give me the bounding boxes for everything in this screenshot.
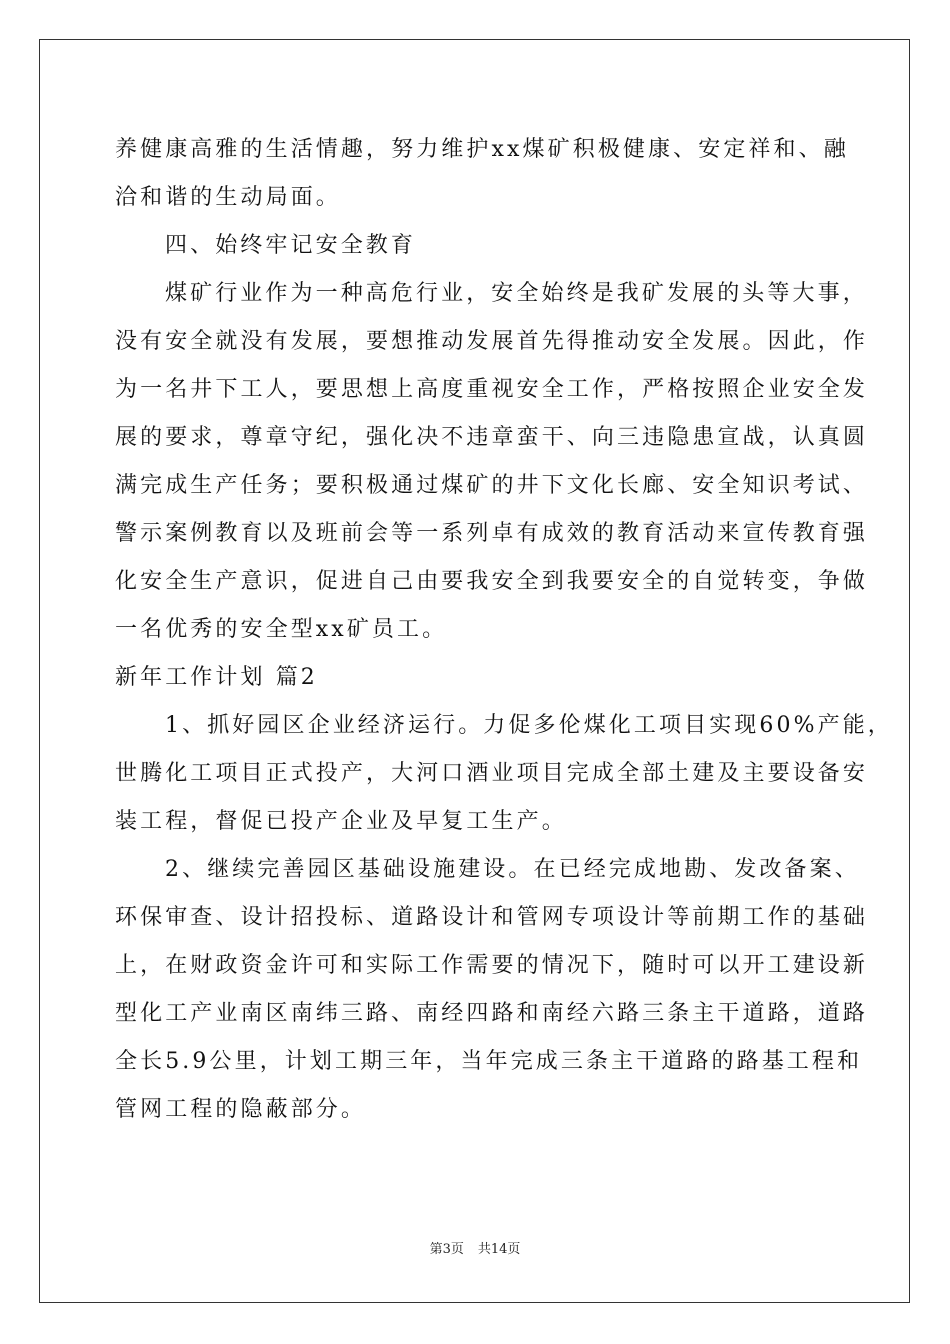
text-line: 全长5.9公里，计划工期三年，当年完成三条主干道路的路基工程和 — [115, 1049, 863, 1074]
page-footer — [0, 1238, 950, 1257]
text-line: 1、抓好园区企业经济运行。力促多伦煤化工项目实现60%产能， — [165, 713, 893, 738]
text-line: 装工程，督促已投产企业及早复工生产。 — [115, 809, 567, 834]
text-line: 化安全生产意识，促进自己由要我安全到我要安全的自觉转变，争做 — [115, 569, 869, 594]
page-number: 第3页 — [429, 1242, 464, 1257]
article-title: 新年工作计划 篇2 — [115, 665, 318, 690]
text-line: 满完成生产任务；要积极通过煤矿的井下文化长廊、安全知识考试、 — [115, 473, 869, 498]
text-line: 2、继续完善园区基础设施建设。在已经完成地勘、发改备案、 — [165, 857, 860, 882]
text-line: 煤矿行业作为一种高危行业，安全始终是我矿发展的头等大事， — [165, 281, 868, 306]
text-line: 没有安全就没有发展，要想推动发展首先得推动安全发展。因此，作 — [115, 329, 869, 354]
text-line: 警示案例教育以及班前会等一系列卓有成效的教育活动来宣传教育强 — [115, 521, 869, 546]
text-line: 展的要求，尊章守纪，强化决不违章蛮干、向三违隐患宣战，认真圆 — [115, 425, 869, 450]
text-line: 为一名井下工人，要思想上高度重视安全工作，严格按照企业安全发 — [115, 377, 869, 402]
text-line: 上，在财政资金许可和实际工作需要的情况下，随时可以开工建设新 — [115, 953, 869, 978]
text-line: 管网工程的隐蔽部分。 — [115, 1097, 367, 1122]
section-heading: 四、始终牢记安全教育 — [165, 233, 417, 258]
text-line: 养健康高雅的生活情趣，努力维护xx煤矿积极健康、安定祥和、融 — [115, 137, 849, 162]
text-line: 型化工产业南区南纬三路、南经四路和南经六路三条主干道路，道路 — [115, 1001, 869, 1026]
text-line: 洽和谐的生动局面。 — [115, 185, 341, 210]
text-line: 环保审查、设计招投标、道路设计和管网专项设计等前期工作的基础 — [115, 905, 869, 930]
text-line: 世腾化工项目正式投产，大河口酒业项目完成全部土建及主要设备安 — [115, 761, 869, 786]
page-total: 共14页 — [477, 1242, 521, 1257]
text-line: 一名优秀的安全型xx矿员工。 — [115, 617, 448, 642]
document-body — [115, 126, 893, 1134]
